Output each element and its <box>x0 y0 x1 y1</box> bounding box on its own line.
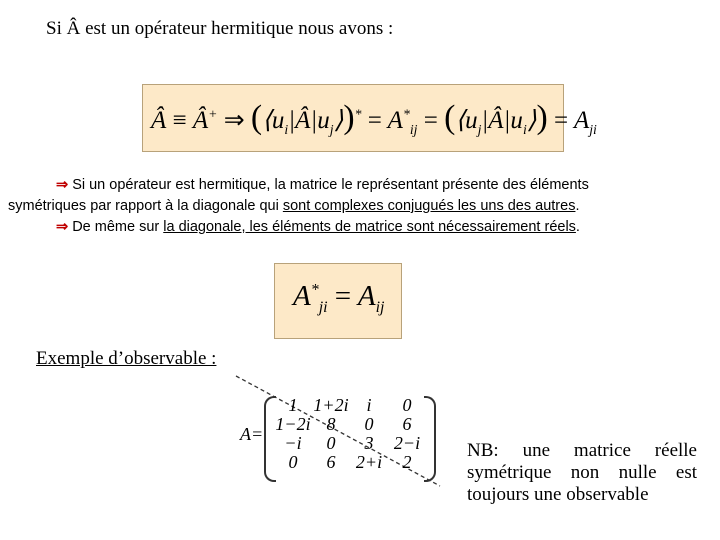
diagonal-relation-equation: $A^*_{ji} = A_{ij}$ <box>293 280 385 316</box>
matrix-cell: 6 <box>326 452 336 472</box>
operator-symbol: Â <box>66 18 81 39</box>
implies-arrow-icon: ⇒ <box>56 219 69 235</box>
hermitian-definition-equation: Â ≡ Â+ ⇒ $(⟨u_i|Â|u_j⟩)^* = A^*_{ij}$ = $(⟨u_j|Â|u_i⟩) = A_{ji}$ <box>151 99 597 137</box>
matrix-cell: 2+i <box>355 452 383 472</box>
matrix-cell: 8 <box>326 414 336 434</box>
matrix-cell: 0 <box>326 433 336 453</box>
nb-note: NB: une matrice réelle symétrique non nulle est toujours une observable <box>467 440 697 505</box>
matrix-cell: 0 <box>288 452 298 472</box>
intro-prefix: Si <box>46 18 62 39</box>
statement-line-3: ⇒ De même sur la diagonale, les éléments de matrice sont nécessairement réels. <box>56 219 580 235</box>
matrix-cell: 1+2i <box>313 395 349 415</box>
statement-line-1: ⇒ Si un opérateur est hermitique, la matrice le représentant présente des éléments <box>56 177 589 193</box>
example-heading: Exemple d’observable : <box>36 348 217 369</box>
matrix-cell: 0 <box>402 395 412 415</box>
implies-arrow-icon: ⇒ <box>56 177 69 193</box>
matrix-cell: 1 <box>288 395 298 415</box>
intro-suffix: est un opérateur hermitique nous avons : <box>85 18 394 39</box>
matrix-cell: 2−i <box>393 433 421 453</box>
matrix-cell: 3 <box>364 433 374 453</box>
matrix-cell: 1−2i <box>275 414 311 434</box>
example-matrix <box>264 396 436 480</box>
matrix-label: A= <box>240 424 264 444</box>
matrix-cell: 6 <box>402 414 412 434</box>
matrix-cell: 0 <box>364 414 374 434</box>
matrix-cell: 2 <box>402 452 412 472</box>
matrix-cell: i <box>366 395 372 415</box>
matrix-grid <box>274 396 426 472</box>
statement-line-2: symétriques par rapport à la diagonale qui sont complexes conjugués les uns des autres. <box>8 198 580 214</box>
matrix-cell: −i <box>284 433 302 453</box>
